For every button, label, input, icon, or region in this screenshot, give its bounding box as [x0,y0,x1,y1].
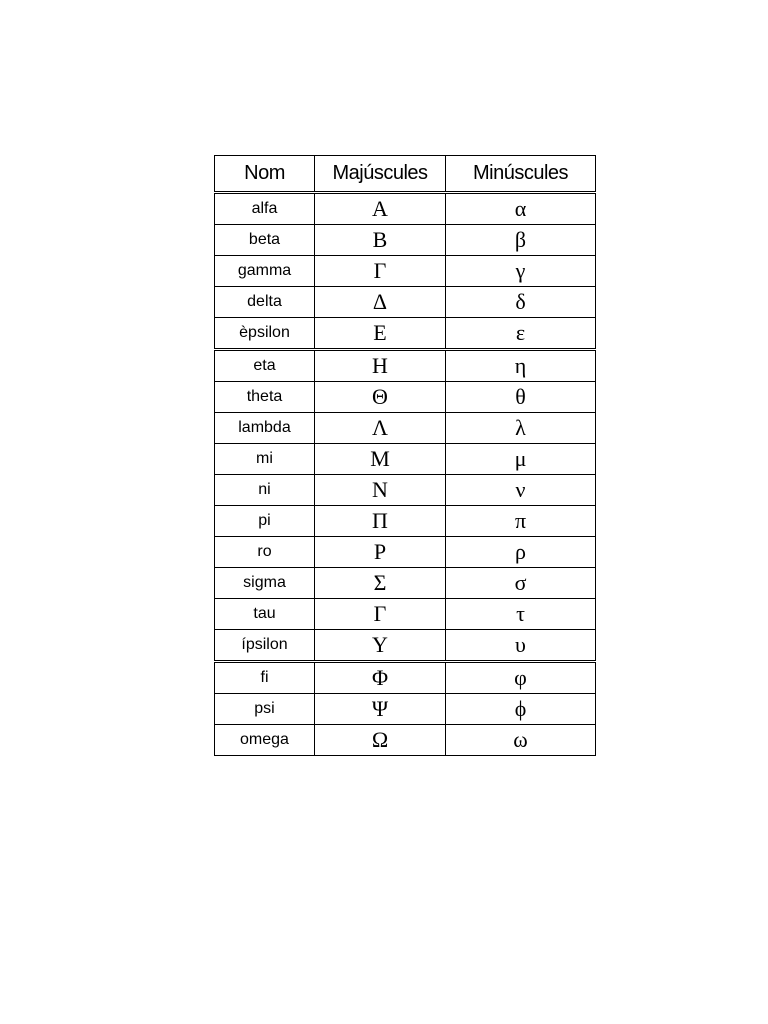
uppercase-letter: Ψ [315,694,446,725]
table-row [215,287,596,318]
uppercase-letter: Θ [315,382,446,413]
uppercase-letter: Σ [315,568,446,599]
lowercase-letter: ε [446,318,596,350]
letter-name: delta [215,287,315,318]
letter-name: fi [215,662,315,694]
header-name: Nom [215,156,315,193]
uppercase-letter: Ν [315,475,446,506]
lowercase-letter: θ [446,382,596,413]
letter-name: omega [215,725,315,756]
letter-name: lambda [215,413,315,444]
table-row [215,444,596,475]
uppercase-letter: Β [315,225,446,256]
lowercase-letter: π [446,506,596,537]
letter-name: ro [215,537,315,568]
letter-name: psi [215,694,315,725]
table-row [215,662,596,694]
lowercase-letter: ν [446,475,596,506]
lowercase-letter: μ [446,444,596,475]
letter-name: theta [215,382,315,413]
lowercase-letter: η [446,350,596,382]
table-row [215,193,596,225]
table-row [215,225,596,256]
greek-alphabet-table [214,155,596,756]
letter-name: èpsilon [215,318,315,350]
letter-name: eta [215,350,315,382]
uppercase-letter: Γ [315,256,446,287]
lowercase-letter: ω [446,725,596,756]
uppercase-letter: Ε [315,318,446,350]
letter-name: ípsilon [215,630,315,662]
table-header [215,156,596,193]
letter-name: mi [215,444,315,475]
lowercase-letter: ρ [446,537,596,568]
lowercase-letter: β [446,225,596,256]
table-row [215,350,596,382]
uppercase-letter: Λ [315,413,446,444]
uppercase-letter: Γ [315,599,446,630]
letter-name: pi [215,506,315,537]
letter-name: tau [215,599,315,630]
table-row [215,256,596,287]
table-row [215,413,596,444]
table-row [215,568,596,599]
letter-name: beta [215,225,315,256]
letter-name: gamma [215,256,315,287]
letter-name: sigma [215,568,315,599]
table-row [215,694,596,725]
uppercase-letter: Φ [315,662,446,694]
header-lowercase: Minúscules [446,156,596,193]
table-body [215,193,596,756]
lowercase-letter: σ [446,568,596,599]
uppercase-letter: Α [315,193,446,225]
table-row [215,506,596,537]
uppercase-letter: Π [315,506,446,537]
uppercase-letter: Υ [315,630,446,662]
lowercase-letter: ϕ [446,694,596,725]
lowercase-letter: υ [446,630,596,662]
uppercase-letter: Δ [315,287,446,318]
lowercase-letter: γ [446,256,596,287]
table-row [215,475,596,506]
table-row [215,599,596,630]
uppercase-letter: Μ [315,444,446,475]
letter-name: ni [215,475,315,506]
table-row [215,382,596,413]
lowercase-letter: α [446,193,596,225]
table-row [215,537,596,568]
uppercase-letter: Η [315,350,446,382]
table-row [215,725,596,756]
lowercase-letter: λ [446,413,596,444]
header-uppercase: Majúscules [315,156,446,193]
lowercase-letter: τ [446,599,596,630]
uppercase-letter: Ω [315,725,446,756]
lowercase-letter: δ [446,287,596,318]
uppercase-letter: Ρ [315,537,446,568]
header-row [215,156,596,193]
table-row [215,318,596,350]
lowercase-letter: φ [446,662,596,694]
table-row [215,630,596,662]
letter-name: alfa [215,193,315,225]
